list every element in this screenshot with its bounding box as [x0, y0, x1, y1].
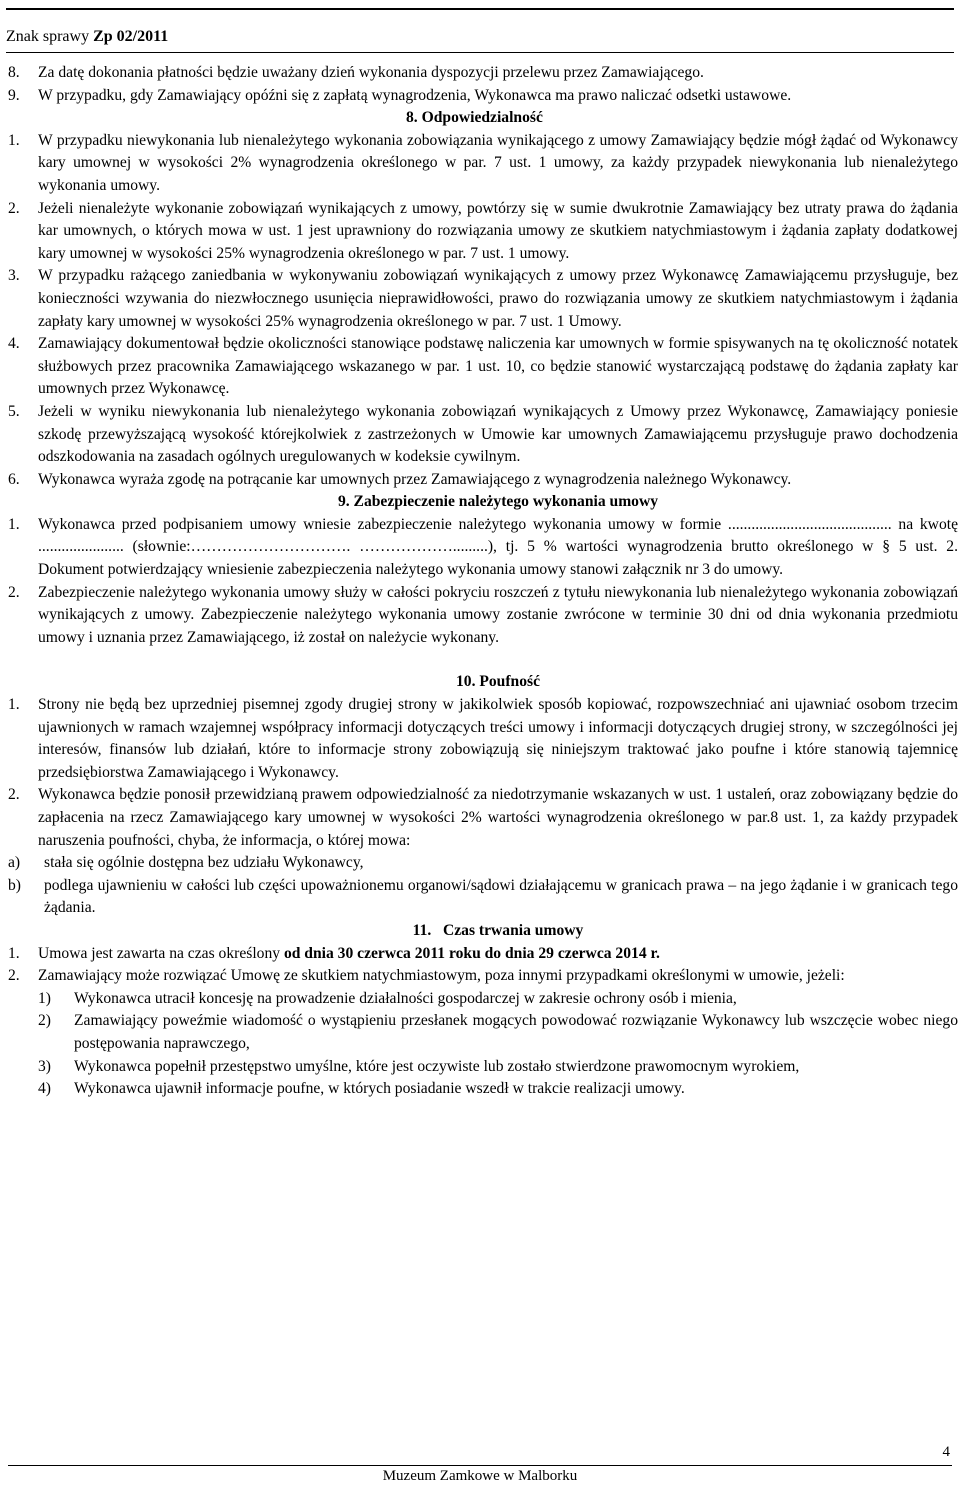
- footer-rule: [8, 1465, 952, 1466]
- list-item: 6. Wykonawca wyraża zgodę na potrącanie kar umownych przez Zamawiającego z wynagrodzenia należnego Wykonawcy.: [8, 470, 792, 488]
- list-item: 2. Zamawiający może rozwiązać Umowę ze skutkiem natychmiastowym, poza innymi przypadkami określonymi w umowie, jeżeli:: [8, 967, 845, 985]
- sub-list-item: 2) Zamawiający poweźmie wiadomość o wystąpieniu przesłanek mogących powodować rozwiązanie Wykonawcy lub wszczęcie wobec niego postępowania naprawczego,: [38, 1012, 958, 1052]
- sub-list-item: 1) Wykonawca utracił koncesję na prowadzenie działalności gospodarczej w zakresie ochrony osób i mienia,: [38, 989, 737, 1007]
- sub-list-item: a) stała się ogólnie dostępna bez udziału Wykonawcy,: [8, 854, 364, 872]
- list-item: 1. Strony nie będą bez uprzedniej pisemnej zgody drugiej strony w jakikolwiek sposób kopiować, rozpowszechniać ani ujawniać osobom trzecim ujawnionych w ramach wzajemnej współpracy informacji dotyczących treści umowy i informacji dotyczących drugiej strony, w szczególności jej interesów, finansów lub działań, które to informacje strony zobowiązują się niniejszym traktować jako poufne i które stanowią tajemnicę przedsiębiorstwa Zamawiającego i Wykonawcy.: [8, 696, 958, 781]
- sub-list-item: 4) Wykonawca ujawnił informacje poufne, w których posiadanie wszedł w trakcie realizacji umowy.: [38, 1080, 685, 1098]
- list-item: 9. W przypadku, gdy Zamawiający opóźni się z zapłatą wynagrodzenia, Wykonawca ma prawo naliczać odsetki ustawowe.: [8, 86, 792, 104]
- list-item: 8. Za datę dokonania płatności będzie uważany dzień wykonania dyspozycji przelewu przez Zamawiającego.: [8, 64, 704, 81]
- section-title: 10. Poufność: [455, 673, 541, 691]
- footer-org: Muzeum Zamkowe w Malborku: [382, 1468, 578, 1484]
- header-rule-top: [6, 8, 954, 10]
- list-item: 1. Wykonawca przed podpisaniem umowy wniesie zabezpieczenie należytego wykonania umowy w formie .......................................... na kwotę ...................... (słownie:…………………………. ……………….........), tj. 5 % wartości wynagrodzenia brutto określonego w § 5 ust. 2. Dokument potwierdzający wniesienie zabezpieczenia należytego wykonania umowy stanowi załącznik nr 3 do umowy.: [8, 515, 958, 579]
- section-title: 9. Zabezpieczenie należytego wykonania umowy: [337, 493, 659, 511]
- list-item: 2. Wykonawca będzie ponosił przewidzianą prawem odpowiedzialność za niedotrzymanie wskazanych w ust. 1 ustaleń, oraz zobowiązany będzie do zapłacenia na rzecz Zamawiającego kary umownej w wysokości 2% wartości wynagrodzenia określonego w par.8 ust. 1, za każdy przypadek naruszenia poufności, chyba, że informacja, o której mowa:: [8, 786, 958, 849]
- list-item: 5. Jeżeli w wyniku niewykonania lub nienależytego wykonania zobowiązań wynikających z Umowy przez Wykonawcę, Zamawiający poniesie szkodę przewyższającą wysokość którejkolwiek z zastrzeżonych w Umowie kar umownych Zamawiającemu przysługuje prawo dochodzenia odszkodowania na zasadach ogólnych uregulowanych w kodeksie cywilnym.: [8, 402, 958, 466]
- list-item: 1. Umowa jest zawarta na czas określony od dnia 30 czerwca 2011 roku do dnia 29 czerwca 2014 r.: [8, 944, 660, 962]
- case-number: [6, 28, 168, 46]
- header-rule: [6, 52, 954, 53]
- section-title: 8. Odpowiedzialność: [406, 109, 543, 127]
- list-item: 2. Zabezpieczenie należytego wykonania umowy służy w całości pokryciu roszczeń z tytułu niewykonania lub nienależytego wykonania zobowiązań wynikających z umowy. Zabezpieczenie należytego wykonania umowy zostanie zwrócone w terminie 30 dni od dnia wykonania przedmiotu umowy i uznania przez Zamawiającego, iż został on należycie wykonany.: [8, 583, 958, 646]
- list-item: 4. Zamawiający dokumentował będzie okoliczności stanowiące podstawę naliczenia kar umownych w formie spisywanych na tę okoliczność notatek służbowych przez pracownika Zamawiającego wskazanego w par. 1 ust. 10, co będzie stanowić wystarczającą podstawę do żądania zapłaty kar umownych przez Wykonawcę.: [8, 335, 958, 398]
- case-number-label: Znak sprawy: [6, 28, 90, 45]
- document-body: [8, 62, 958, 1101]
- sub-list-item: 3) Wykonawca popełnił przestępstwo umyślne, które jest oczywiste lub zostało stwierdzone prawomocnym wyrokiem,: [38, 1057, 800, 1075]
- section-title: 11. Czas trwania umowy: [412, 921, 584, 939]
- spacer: [8, 649, 958, 671]
- sub-list-item: b) podlega ujawnieniu w całości lub części upoważnionemu organowi/sądowi działającemu w granicach prawa – na jego żądanie i w granicach tego żądania.: [8, 876, 958, 917]
- list-item: 2. Jeżeli nienależyte wykonanie zobowiązań wynikających z umowy, powtórzy się w sumie dwukrotnie Zamawiający bez utraty prawa do żądania kar umownych, o których mowa w ust. 1 jest uprawniony do rozwiązania umowy ze skutkiem natychmiastowym i żądania zapłaty dodatkowej kary umownej w wysokości 25% wynagrodzenia określonego w par. 7 ust. 1 umowy.: [8, 199, 958, 262]
- list-item: 3. W przypadku rażącego zaniedbania w wykonywaniu zobowiązań wynikających z umowy przez Wykonawcę Zamawiającemu przysługuje, bez konieczności wzywania do niezwłocznego usunięcia nieprawidłowości, prawo do rozwiązania umowy ze skutkiem natychmiastowym i żądania zapłaty kary umownej w wysokości 25% wynagrodzenia określonego w par. 7 ust. 1 Umowy.: [8, 267, 958, 330]
- case-number-code: Zp 02/2011: [93, 28, 169, 45]
- list-item: 1. W przypadku niewykonania lub nienależytego wykonania zobowiązania wynikającego z umowy Zamawiający będzie mógł żądać od Wykonawcy kary umownej w wysokości 2% wynagrodzenia określonego w par. 7 ust. 1 umowy, za każdy przypadek niewykonania lub nienależytego wykonania umowy.: [8, 131, 958, 194]
- page-number: 4: [942, 1444, 950, 1460]
